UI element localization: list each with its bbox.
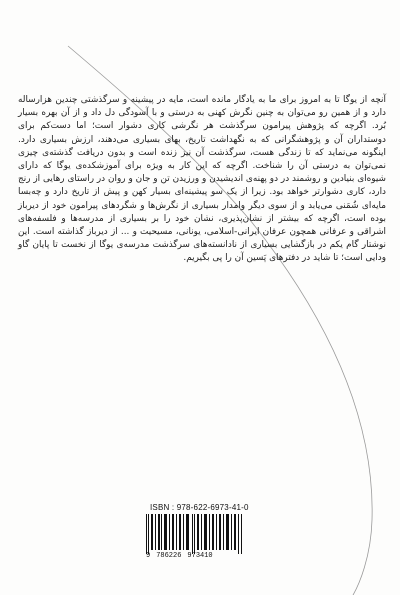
barcode-digit-group: 786226 [156, 552, 182, 560]
barcode-digits [146, 552, 250, 560]
blurb-paragraph: آنچه از یوگا تا به امروز برای ما به یادگار مانده است، مایه در پیشینه و سرگذشتی چندین هزارساله دارد و از همین رو می‌توان به چنین نگرش کهنی به درستی و با آسودگی دل داد و از آن بهره بسیار بُرد. اگرچه که پژوهش پیرامون سرگذشت هر نگرشی کاری دشوار است؛ اما دست‌کم برای دوستداران آن و پژوهشگرانی که به نگهداشت تاریخ، بهای بسیاری می‌دهند، ارزش بسیاری دارد. اینگونه می‌نماید که تا زندگی هست، سرگذشت آن نیز زنده است و بدون دریافت گذشته‌ی چیزی نمی‌توان به درستی آن را شناخت. اگرچه که این کار به ویژه برای آموزشکده‌ی یوگا که دارای شیوه‌ای بنیادین و روشمند در دو پهنه‌ی اندیشیدن و ورزیدن تن و جان و روان در راستای رهایی از رنج دارد، کاری دشوارتر خواهد بود. زیرا از یک سو پیشینه‌ای بسیار کهن و پیش از تاریخ دارد و چه‌بسا مایه‌ای شُمَنی می‌یابد و از سوی دیگر وامدار بسیاری از نگرش‌ها و شگردهای پیرامون خود از دیرباز بوده است، اگرچه که بیشتر از نشان‌پذیری، نشان خود را بر بسیاری از مدرسه‌ها و فلسفه‌های اشراقی و عرفانی همچون عرفان ایرانی-اسلامی، یونانی، مسیحیت و ... از دیرباز گذاشته است. این نوشتار گام یکم در بازگشایی بسیاری از نادانسته‌های سرگذشت مدرسه‌ی یوگا از نخست تا پایان گاو ودایی است؛ تا شاید در دفترهای پَسین آن را پی بگیریم. [18, 95, 386, 264]
barcode-digit-group: 973410 [187, 552, 213, 560]
blurb-text [18, 94, 386, 266]
barcode-icon [146, 514, 244, 554]
isbn-label: ISBN : 978-622-6973-41-0 [150, 503, 249, 512]
barcode-digit-group: 9 [146, 552, 151, 560]
